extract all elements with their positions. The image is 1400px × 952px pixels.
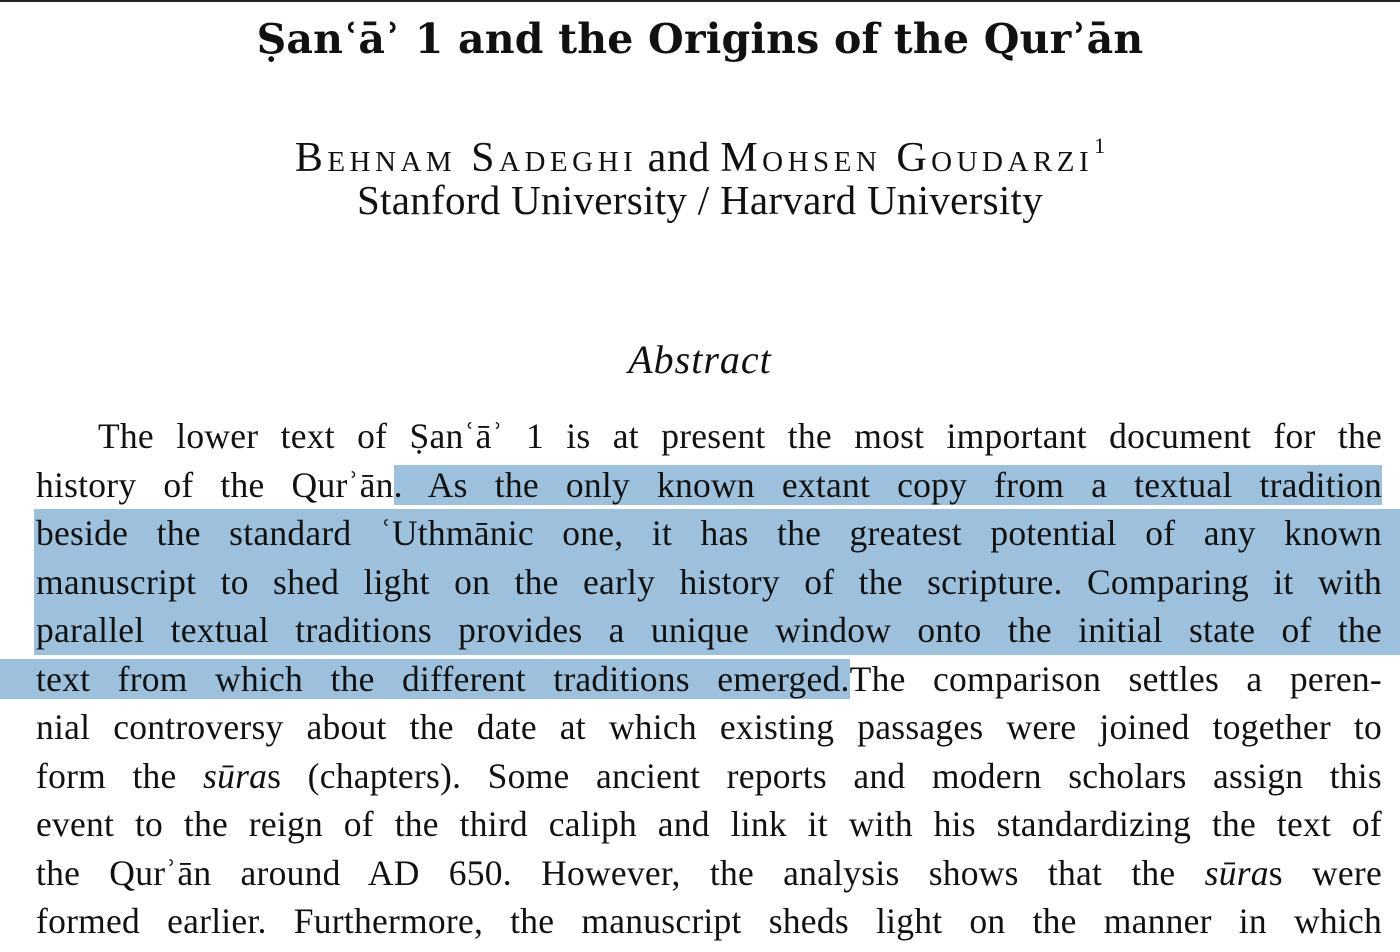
selected-text: parallel textual traditions provides a unique window onto the initial state of the — [36, 610, 1382, 650]
abstract-line — [36, 800, 1382, 849]
abstract-line — [36, 897, 1382, 946]
abstract-line — [36, 412, 1382, 461]
abstract-line-selected[interactable] — [34, 509, 1400, 558]
abstract-text: nial controversy about the date at which existing passages were joined together to — [36, 707, 1382, 747]
abstract-line — [36, 655, 1382, 704]
author-name-2: Mohsen Goudarzi — [720, 135, 1094, 181]
footnote-marker[interactable]: 1 — [1094, 133, 1106, 158]
abstract-text: The comparison settles a peren- — [849, 658, 1382, 699]
abstract-text: form the — [36, 755, 204, 796]
selected-text-highlight[interactable]: . As the only known extant copy from a textual tradition — [393, 464, 1383, 505]
abstract-body[interactable] — [36, 412, 1382, 946]
abstract-text: history of the Qurʾān — [36, 464, 394, 505]
paper-title: Ṣanʿāʾ 1 and the Origins of the Qurʾān — [256, 15, 1144, 63]
abstract-text: s were — [1268, 852, 1382, 893]
abstract-heading: Abstract — [628, 337, 772, 382]
selected-text: manuscript to shed light on the early history of the scripture. Comparing it with — [36, 561, 1382, 602]
author-line — [0, 122, 1400, 182]
abstract-text: the Qurʾān around AD 650. However, the analysis shows that the — [36, 852, 1205, 893]
abstract-text: s (chapters). Some ancient reports and modern scholars assign this — [267, 755, 1382, 796]
abstract-line — [36, 703, 1382, 752]
selected-text: beside the standard ʿUthmānic one, it has the greatest potential of any known — [36, 513, 1382, 553]
abstract-line — [36, 849, 1382, 898]
italic-term: sūra — [1204, 852, 1269, 893]
italic-term: sūra — [203, 755, 268, 796]
abstract-line-selected[interactable] — [34, 558, 1400, 607]
abstract-text: formed earlier. Furthermore, the manuscript sheds light on the manner in which — [36, 901, 1382, 941]
abstract-text: event to the reign of the third caliph and link it with his standardizing the text of — [36, 804, 1382, 844]
abstract-line — [36, 752, 1382, 801]
author-conjunction: and — [647, 135, 710, 181]
author-name-1: Behnam Sadeghi — [294, 135, 638, 181]
author-affiliation: Stanford University / Harvard University — [356, 177, 1044, 223]
selected-text-highlight[interactable]: text from which the different traditions emerged. — [0, 659, 850, 699]
abstract-line-selected[interactable] — [34, 606, 1400, 655]
abstract-text: The lower text of Ṣanʿāʾ 1 is at present the most important document for the — [98, 416, 1382, 456]
abstract-line — [36, 461, 1382, 510]
